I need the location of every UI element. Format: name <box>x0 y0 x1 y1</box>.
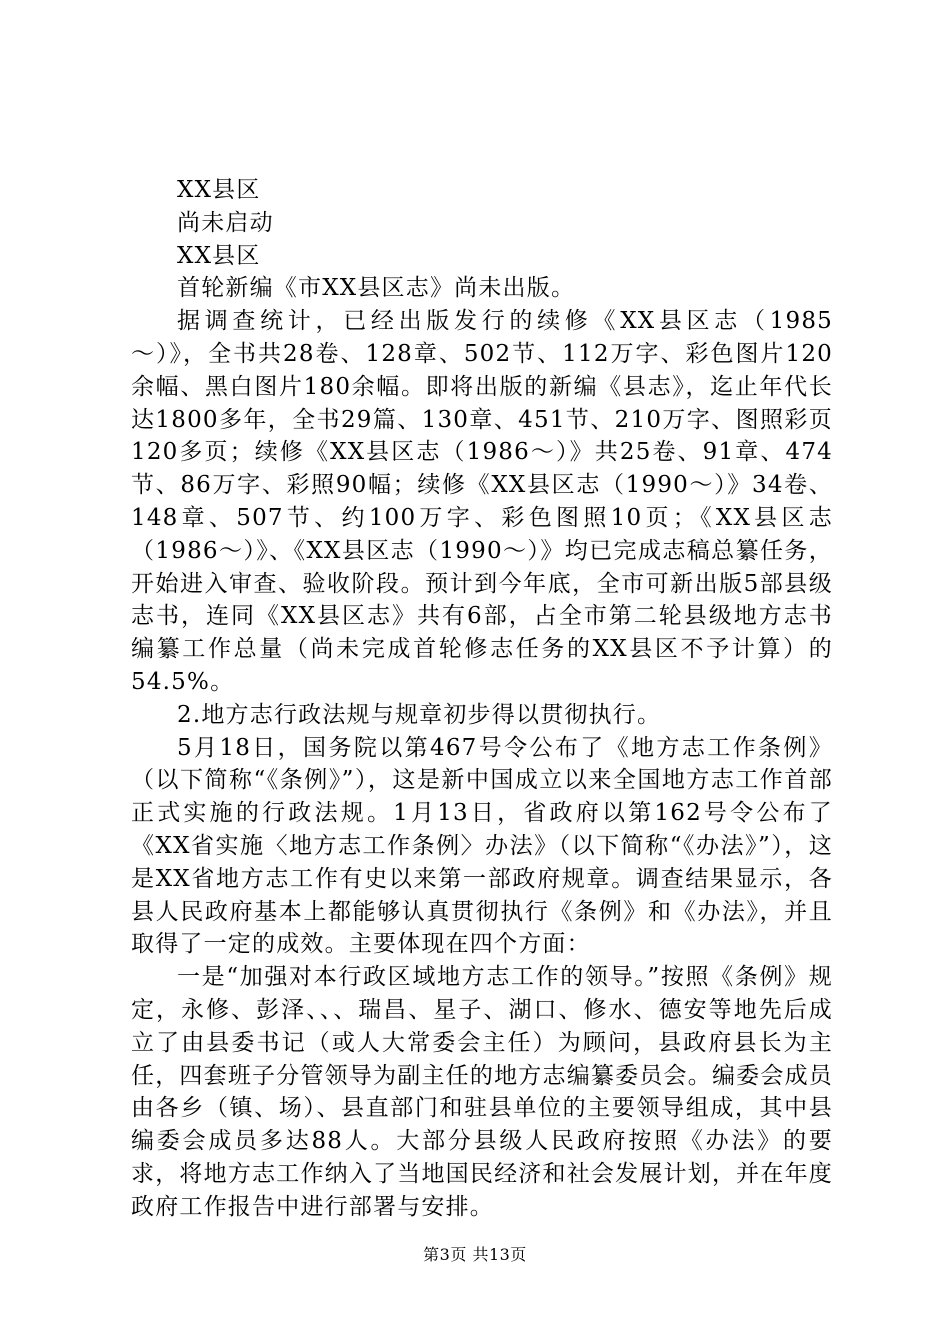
status-text: 尚未启动 <box>177 209 274 236</box>
regulations-paragraph: 5月18日，国务院以第467号令公布了《地方志工作条例》（以下简称“《条例》”），这是新中国成立以来全国地方志工作首部正式实施的行政法规。1月13日，省政府以第162号令公布了《XX省实施〈地方志工作条例〉办法》（以下简称“《办法》”），这是XX省地方志工作有史以来第一部政府规章。调查结果显示，各县人民政府基本上都能够认真贯彻执行《条例》和《办法》，并且取得了一定的成效。主要体现在四个方面： <box>131 734 833 958</box>
statistics-paragraph: 据调查统计，已经出版发行的续修《XX县区志（1985～）》，全书共28卷、128章、502节、112万字、彩色图片120余幅、黑白图片180余幅。即将出版的新编《县志》，迄止年代长达1800多年，全书29篇、130章、451节、210万字、图照彩页120多页；续修《XX县区志（1986～）》共25卷、91章、474节、86万字、彩照90幅；续修《XX县区志（1990～）》34卷、148章、507节、约100万字、彩色图照10页；《XX县区志（1986～）》、《XX县区志（1990～）》均已完成志稿总纂任务，开始进入审查、验收阶段。预计到今年底，全市可新出版5部县级志书，连同《XX县区志》共有6部，占全市第二轮县级地方志书编纂工作总量（尚未完成首轮修志任务的XX县区不予计算）的54.5%。 <box>131 308 833 695</box>
publication-status-text: 首轮新编《市XX县区志》尚未出版。 <box>177 275 576 302</box>
leadership-paragraph: 一是“加强对本行政区域地方志工作的领导。”按照《条例》规定，永修、彭泽、、、瑞昌、星子、湖口、修水、德安等地先后成立了由县委书记（或人大常委会主任）为顾问，县政府县长为主任，四套班子分管领导为副主任的地方志编纂委员会。编委会成员由各乡（镇、场）、县直部门和驻县单位的主要领导组成，其中县编委会成员多达88人。大部分县级人民政府按照《办法》的要求，将地方志工作纳入了当地国民经济和社会发展计划，并在年度政府工作报告中进行部署与安排。 <box>131 964 833 1220</box>
region-label-1: XX县区 <box>177 177 261 203</box>
page-footer: 第3页 共13页 <box>423 1245 527 1264</box>
region-label-2: XX县区 <box>177 242 261 269</box>
section-heading: 2.地方志行政法规与规章初步得以贯彻执行。 <box>177 701 662 728</box>
document-body <box>131 174 833 1224</box>
